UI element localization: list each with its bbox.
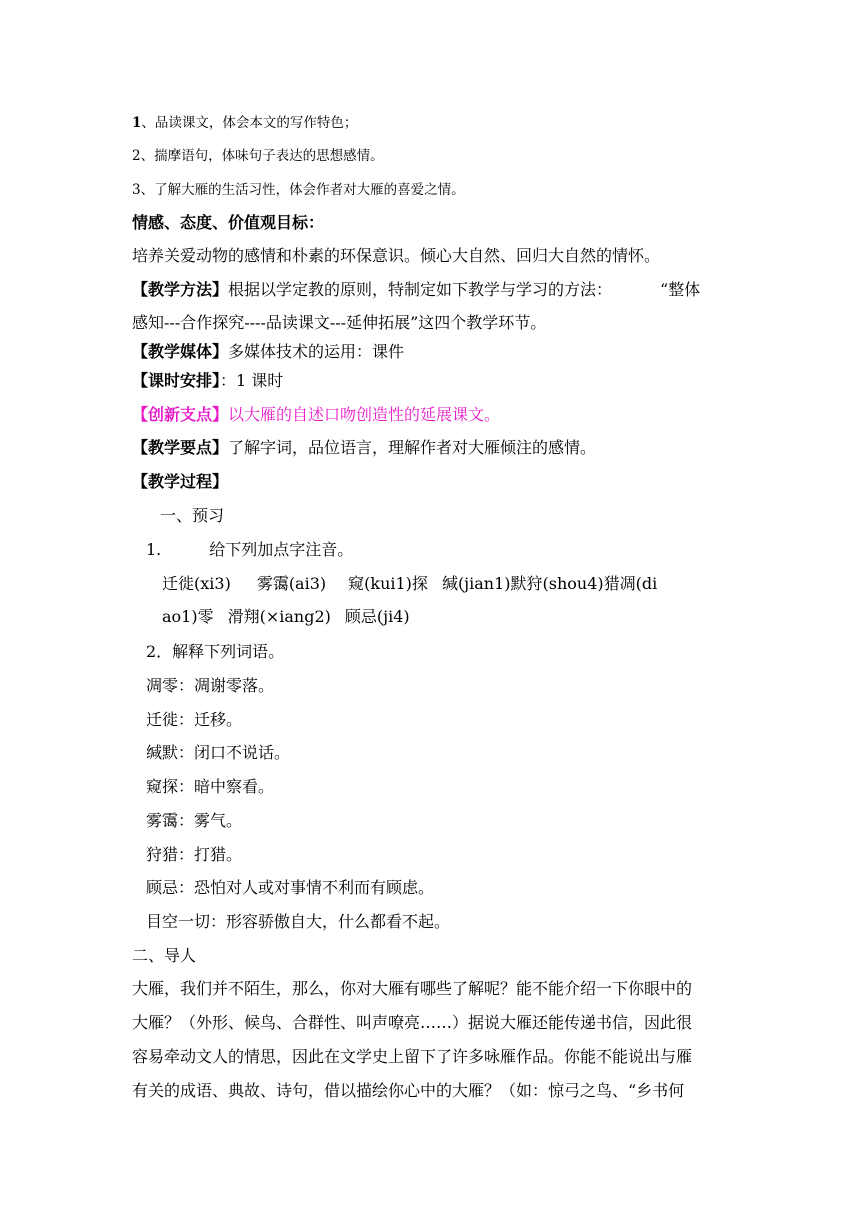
innovation-label: 【创新支点】 <box>132 405 229 424</box>
keypoints-line <box>132 438 596 458</box>
section-intro-heading: 二、导人 <box>132 946 197 965</box>
objective-2: 2、揣摩语句，体味句子表达的思想感情。 <box>132 148 384 164</box>
section-preview-heading: 一、预习 <box>160 506 225 525</box>
objective-1 <box>132 113 357 133</box>
vocab-item: 迁徙：迁移。 <box>146 710 243 729</box>
objective-1-text: 、品读课文，体会本文的写作特色； <box>141 115 358 131</box>
schedule-line <box>132 371 283 391</box>
innovation-line <box>132 405 500 425</box>
pinyin-word: 雾霭(ai3) <box>256 574 327 593</box>
pinyin-word: 缄(jian1)默狩(shou4)猎凋(di <box>441 574 658 593</box>
intro-paragraph-line: 大雁？（外形、候鸟、合群性、叫声嘹亮……）据说大雁还能传递书信，因此很 <box>132 1013 693 1032</box>
question-2: 2．解释下列词语。 <box>146 642 285 661</box>
question-1-text: 给下列加点字注音。 <box>209 540 354 559</box>
intro-paragraph-line: 大雁，我们并不陌生，那么，你对大雁有哪些了解呢？能不能介绍一下你眼中的 <box>132 979 693 998</box>
media-label: 【教学媒体】 <box>132 342 229 361</box>
method-line-1 <box>132 280 700 300</box>
question-1-number: 1. <box>146 540 162 559</box>
intro-paragraph-line: 容易牵动文人的情思，因此在文学史上留下了许多咏雁作品。你能不能说出与雁 <box>132 1047 693 1066</box>
schedule-text: ：1 课时 <box>220 371 284 390</box>
vocab-item: 凋零：凋谢零落。 <box>146 676 275 695</box>
pinyin-line-1 <box>162 574 657 594</box>
keypoints-text: 了解字词，品位语言，理解作者对大雁倾注的感情。 <box>228 438 597 457</box>
vocab-item: 窥探：暗中察看。 <box>146 777 275 796</box>
objective-1-number: 1 <box>132 115 142 131</box>
method-line-2: 感知---合作探究----品读课文---延伸拓展”这四个教学环节。 <box>132 313 547 332</box>
media-text: 多媒体技术的运用：课件 <box>228 342 405 361</box>
vocab-item: 顾忌：恐怕对人或对事情不利而有顾虑。 <box>146 878 435 897</box>
innovation-text: 以大雁的自述口吻创造性的延展课文。 <box>228 405 501 424</box>
method-label: 【教学方法】 <box>132 280 229 299</box>
process-heading: 【教学过程】 <box>132 472 229 491</box>
media-line <box>132 342 404 362</box>
pinyin-word: 滑翔(×iang2) <box>227 607 331 626</box>
schedule-label: 【课时安排】 <box>132 371 221 390</box>
emotion-heading: 情感、态度、价值观目标： <box>132 213 325 232</box>
pinyin-line-2 <box>162 607 410 627</box>
keypoints-label: 【教学要点】 <box>132 438 229 457</box>
vocab-item: 目空一切：形容骄傲自大，什么都看不起。 <box>146 912 451 931</box>
pinyin-word: 顾忌(ji4) <box>344 607 410 626</box>
vocab-item: 狩猎：打猎。 <box>146 845 243 864</box>
question-1 <box>146 540 353 560</box>
pinyin-word: 迁徙(xi3) <box>162 574 231 593</box>
objective-3: 3、了解大雁的生活习性，体会作者对大雁的喜爱之情。 <box>132 182 465 198</box>
method-text: 根据以学定教的原则，特制定如下教学与学习的方法： <box>228 280 613 299</box>
method-text-end: “整体 <box>660 280 701 299</box>
vocab-item: 缄默：闭口不说话。 <box>146 743 291 762</box>
intro-paragraph-line: 有关的成语、典故、诗句，借以描绘你心中的大雁？（如：惊弓之鸟、“乡书何 <box>132 1081 685 1100</box>
vocab-item: 雾霭：雾气。 <box>146 811 243 830</box>
pinyin-word: ao1)零 <box>162 607 214 626</box>
pinyin-word: 窥(kui1)探 <box>348 574 428 593</box>
emotion-text: 培养关爱动物的感情和朴素的环保意识。倾心大自然、回归大自然的情怀。 <box>132 246 661 265</box>
